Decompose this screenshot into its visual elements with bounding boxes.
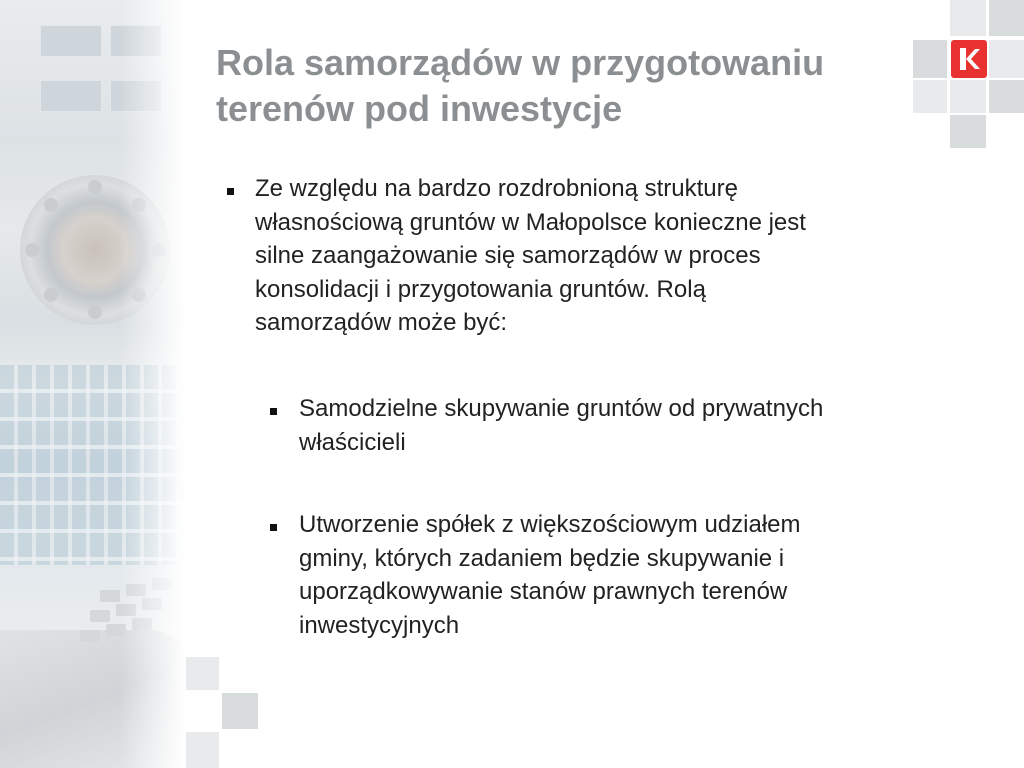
valve-bolt — [88, 305, 102, 319]
text-line: samorządów może być: — [255, 309, 508, 336]
decorative-square — [186, 732, 219, 768]
decorative-square — [989, 0, 1024, 36]
decorative-square — [950, 0, 986, 36]
decorative-square — [989, 40, 1024, 78]
valve-bolt — [88, 180, 102, 194]
keypad-key — [80, 630, 100, 642]
text-line: własnościową gruntów w Małopolsce konieczne jest — [255, 208, 806, 236]
main-bullet-text — [255, 172, 806, 340]
building-window — [40, 25, 102, 57]
valve-bolt — [44, 198, 58, 212]
square-bullet-icon — [227, 188, 234, 195]
text-line: inwestycyjnych — [299, 611, 460, 639]
decorative-square — [950, 80, 986, 113]
valve-bolt — [25, 243, 39, 257]
valve-bolt — [44, 288, 58, 302]
sub-bullet-text — [299, 392, 823, 459]
decorative-square — [950, 115, 986, 148]
k-letter-icon — [956, 45, 982, 73]
decorative-square — [989, 80, 1024, 113]
text-line: silne zaangażowanie się samorządów w proces — [255, 242, 761, 269]
text-line: Ze względu na bardzo rozdrobnioną strukturę — [255, 175, 738, 202]
decorative-square — [186, 657, 219, 690]
text-line: uporządkowywanie stanów prawnych terenów — [299, 578, 788, 605]
text-line: gminy, których zadaniem będzie skupywanie i — [299, 544, 785, 572]
text-line: Utworzenie spółek z większościowym udziałem — [299, 511, 801, 538]
keypad-key — [90, 610, 110, 622]
text-line: właścicieli — [299, 428, 406, 456]
text-line: konsolidacji i przygotowania gruntów. Rolą — [255, 275, 706, 303]
keypad-key — [100, 590, 120, 602]
slide-title-line: terenów pod inwestycje — [216, 88, 623, 129]
slide-title — [216, 40, 946, 132]
decorative-side-photo — [0, 0, 185, 768]
k-logo-icon — [951, 40, 987, 78]
square-bullet-icon — [270, 408, 277, 415]
text-line: Samodzielne skupywanie gruntów od prywatnych — [299, 395, 824, 422]
decorative-square — [222, 693, 258, 729]
side-photo-fade — [120, 0, 185, 768]
building-window — [40, 80, 102, 112]
sub-bullet-text — [299, 508, 801, 642]
slide-title-line: Rola samorządów w przygotowaniu — [216, 42, 825, 83]
square-bullet-icon — [270, 524, 277, 531]
